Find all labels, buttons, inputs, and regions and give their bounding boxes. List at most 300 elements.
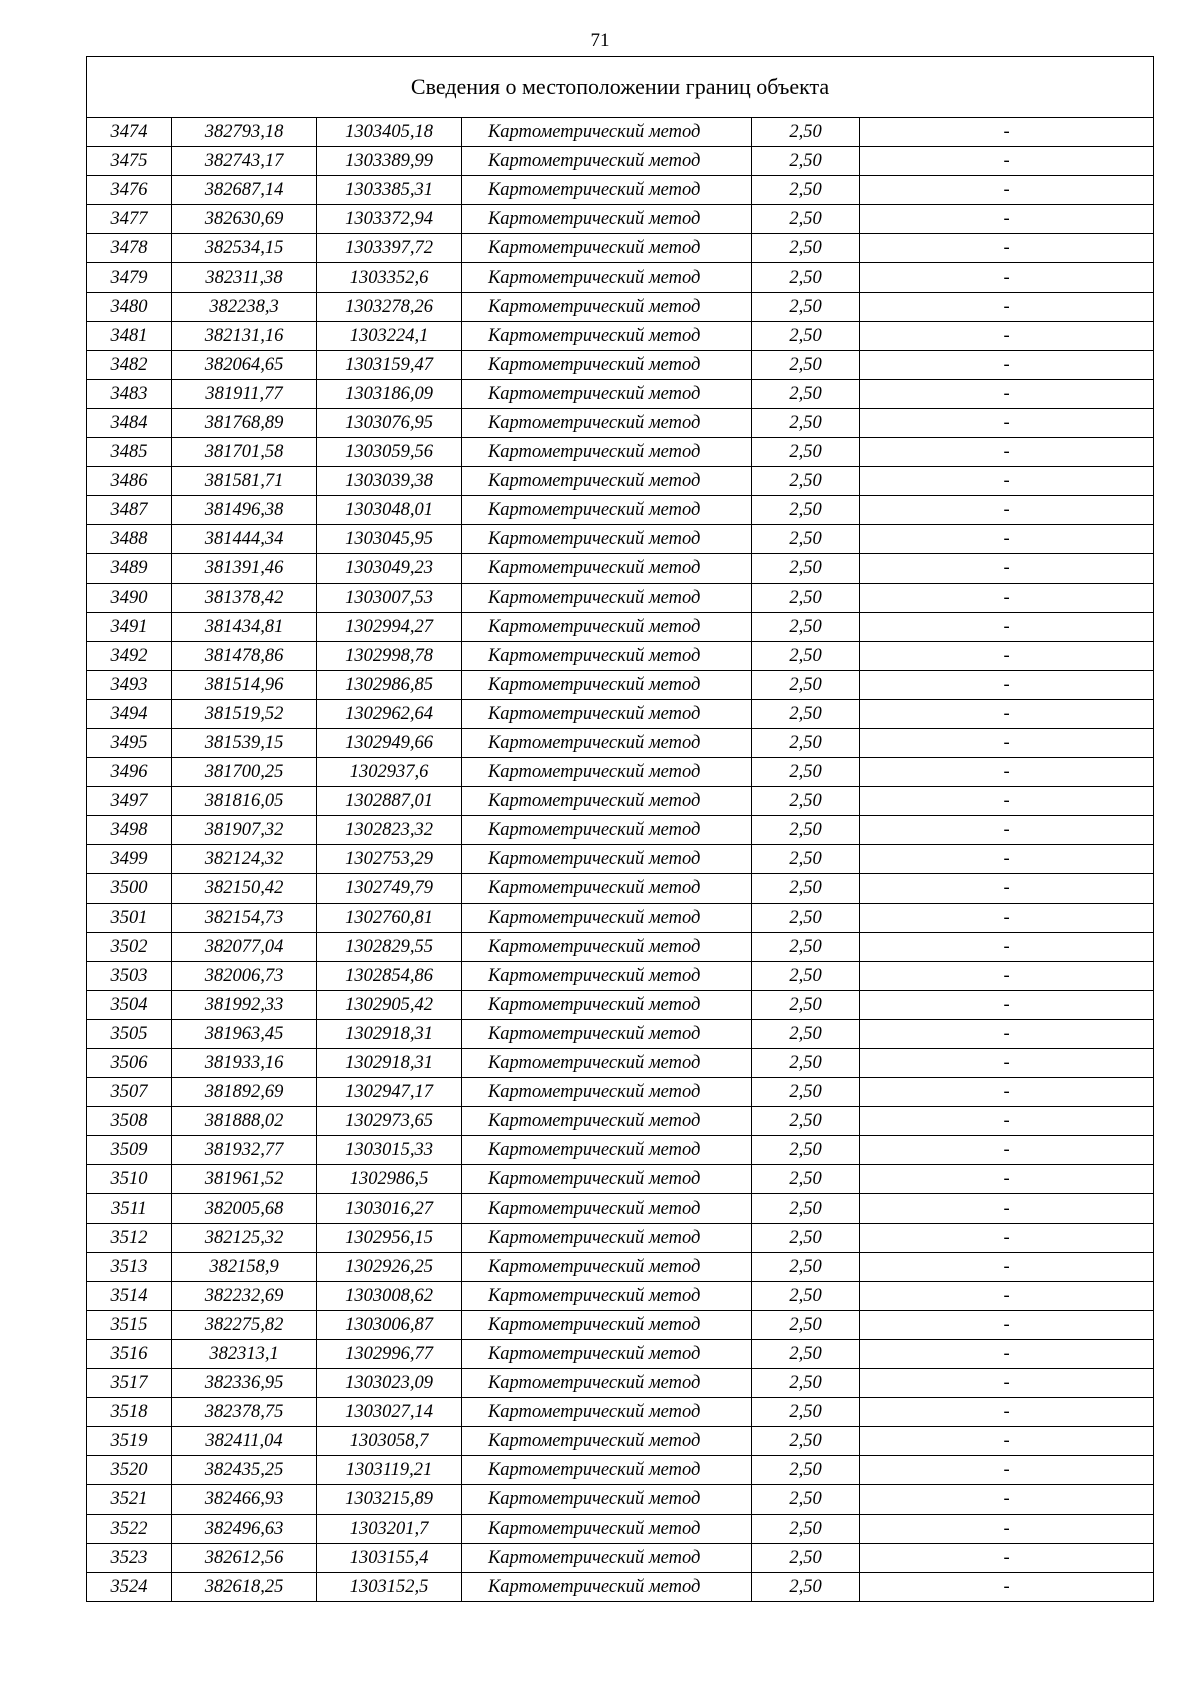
y-coordinate-cell: 1302986,85 (317, 670, 462, 699)
accuracy-cell: 2,50 (752, 147, 860, 176)
y-coordinate-cell: 1302949,66 (317, 728, 462, 757)
table-row (87, 903, 1154, 932)
point-number-cell: 3475 (87, 147, 172, 176)
description-cell: - (860, 1136, 1154, 1165)
method-cell: Картометрический метод (462, 670, 752, 699)
point-number-cell: 3486 (87, 467, 172, 496)
table-row (87, 1543, 1154, 1572)
point-number-cell: 3479 (87, 263, 172, 292)
description-cell: - (860, 903, 1154, 932)
table-row (87, 1078, 1154, 1107)
method-cell: Картометрический метод (462, 1543, 752, 1572)
description-cell: - (860, 699, 1154, 728)
description-cell: - (860, 612, 1154, 641)
description-cell: - (860, 118, 1154, 147)
table-row (87, 670, 1154, 699)
method-cell: Картометрический метод (462, 1310, 752, 1339)
method-cell: Картометрический метод (462, 147, 752, 176)
method-cell: Картометрический метод (462, 467, 752, 496)
point-number-cell: 3478 (87, 234, 172, 263)
point-number-cell: 3476 (87, 176, 172, 205)
description-cell: - (860, 379, 1154, 408)
description-cell: - (860, 438, 1154, 467)
point-number-cell: 3503 (87, 961, 172, 990)
y-coordinate-cell: 1302760,81 (317, 903, 462, 932)
point-number-cell: 3518 (87, 1398, 172, 1427)
accuracy-cell: 2,50 (752, 1223, 860, 1252)
y-coordinate-cell: 1302986,5 (317, 1165, 462, 1194)
y-coordinate-cell: 1303058,7 (317, 1427, 462, 1456)
table-row (87, 845, 1154, 874)
accuracy-cell: 2,50 (752, 1165, 860, 1194)
method-cell: Картометрический метод (462, 903, 752, 932)
accuracy-cell: 2,50 (752, 292, 860, 321)
table-row (87, 1369, 1154, 1398)
accuracy-cell: 2,50 (752, 1369, 860, 1398)
description-cell: - (860, 1194, 1154, 1223)
description-cell: - (860, 583, 1154, 612)
table-body (87, 57, 1154, 1602)
accuracy-cell: 2,50 (752, 932, 860, 961)
point-number-cell: 3493 (87, 670, 172, 699)
table-row (87, 1281, 1154, 1310)
method-cell: Картометрический метод (462, 641, 752, 670)
table-row (87, 408, 1154, 437)
method-cell: Картометрический метод (462, 1369, 752, 1398)
y-coordinate-cell: 1302962,64 (317, 699, 462, 728)
x-coordinate-cell: 382378,75 (172, 1398, 317, 1427)
description-cell: - (860, 1107, 1154, 1136)
description-cell: - (860, 263, 1154, 292)
y-coordinate-cell: 1303007,53 (317, 583, 462, 612)
accuracy-cell: 2,50 (752, 1456, 860, 1485)
method-cell: Картометрический метод (462, 787, 752, 816)
accuracy-cell: 2,50 (752, 583, 860, 612)
x-coordinate-cell: 381768,89 (172, 408, 317, 437)
method-cell: Картометрический метод (462, 205, 752, 234)
accuracy-cell: 2,50 (752, 321, 860, 350)
point-number-cell: 3483 (87, 379, 172, 408)
table-row (87, 1194, 1154, 1223)
y-coordinate-cell: 1303048,01 (317, 496, 462, 525)
y-coordinate-cell: 1302753,29 (317, 845, 462, 874)
y-coordinate-cell: 1303155,4 (317, 1543, 462, 1572)
description-cell: - (860, 1281, 1154, 1310)
point-number-cell: 3508 (87, 1107, 172, 1136)
table-row (87, 1398, 1154, 1427)
point-number-cell: 3515 (87, 1310, 172, 1339)
point-number-cell: 3494 (87, 699, 172, 728)
accuracy-cell: 2,50 (752, 554, 860, 583)
accuracy-cell: 2,50 (752, 961, 860, 990)
table-row (87, 1049, 1154, 1078)
point-number-cell: 3498 (87, 816, 172, 845)
table-row (87, 874, 1154, 903)
accuracy-cell: 2,50 (752, 758, 860, 787)
x-coordinate-cell: 382124,32 (172, 845, 317, 874)
accuracy-cell: 2,50 (752, 670, 860, 699)
table-row (87, 641, 1154, 670)
x-coordinate-cell: 381907,32 (172, 816, 317, 845)
description-cell: - (860, 205, 1154, 234)
description-cell: - (860, 845, 1154, 874)
method-cell: Картометрический метод (462, 961, 752, 990)
description-cell: - (860, 787, 1154, 816)
y-coordinate-cell: 1303049,23 (317, 554, 462, 583)
description-cell: - (860, 641, 1154, 670)
description-cell: - (860, 874, 1154, 903)
method-cell: Картометрический метод (462, 1514, 752, 1543)
point-number-cell: 3499 (87, 845, 172, 874)
point-number-cell: 3519 (87, 1427, 172, 1456)
y-coordinate-cell: 1303385,31 (317, 176, 462, 205)
x-coordinate-cell: 382411,04 (172, 1427, 317, 1456)
accuracy-cell: 2,50 (752, 496, 860, 525)
table-row (87, 292, 1154, 321)
description-cell: - (860, 234, 1154, 263)
y-coordinate-cell: 1303389,99 (317, 147, 462, 176)
method-cell: Картометрический метод (462, 379, 752, 408)
y-coordinate-cell: 1302956,15 (317, 1223, 462, 1252)
x-coordinate-cell: 381444,34 (172, 525, 317, 554)
y-coordinate-cell: 1303224,1 (317, 321, 462, 350)
description-cell: - (860, 321, 1154, 350)
x-coordinate-cell: 381933,16 (172, 1049, 317, 1078)
y-coordinate-cell: 1303015,33 (317, 1136, 462, 1165)
table-row (87, 1019, 1154, 1048)
x-coordinate-cell: 381963,45 (172, 1019, 317, 1048)
accuracy-cell: 2,50 (752, 1398, 860, 1427)
y-coordinate-cell: 1303159,47 (317, 350, 462, 379)
y-coordinate-cell: 1302823,32 (317, 816, 462, 845)
point-number-cell: 3490 (87, 583, 172, 612)
x-coordinate-cell: 382534,15 (172, 234, 317, 263)
x-coordinate-cell: 381992,33 (172, 990, 317, 1019)
method-cell: Картометрический метод (462, 1049, 752, 1078)
method-cell: Картометрический метод (462, 1456, 752, 1485)
method-cell: Картометрический метод (462, 1281, 752, 1310)
x-coordinate-cell: 382618,25 (172, 1572, 317, 1601)
point-number-cell: 3497 (87, 787, 172, 816)
x-coordinate-cell: 381892,69 (172, 1078, 317, 1107)
table-row (87, 1223, 1154, 1252)
accuracy-cell: 2,50 (752, 641, 860, 670)
description-cell: - (860, 1019, 1154, 1048)
description-cell: - (860, 758, 1154, 787)
description-cell: - (860, 1427, 1154, 1456)
x-coordinate-cell: 382077,04 (172, 932, 317, 961)
accuracy-cell: 2,50 (752, 699, 860, 728)
x-coordinate-cell: 381961,52 (172, 1165, 317, 1194)
x-coordinate-cell: 382131,16 (172, 321, 317, 350)
y-coordinate-cell: 1302905,42 (317, 990, 462, 1019)
x-coordinate-cell: 382064,65 (172, 350, 317, 379)
description-cell: - (860, 728, 1154, 757)
point-number-cell: 3521 (87, 1485, 172, 1514)
method-cell: Картометрический метод (462, 438, 752, 467)
accuracy-cell: 2,50 (752, 1049, 860, 1078)
accuracy-cell: 2,50 (752, 990, 860, 1019)
description-cell: - (860, 1252, 1154, 1281)
point-number-cell: 3480 (87, 292, 172, 321)
method-cell: Картометрический метод (462, 1165, 752, 1194)
method-cell: Картометрический метод (462, 525, 752, 554)
table-row (87, 1252, 1154, 1281)
accuracy-cell: 2,50 (752, 1281, 860, 1310)
y-coordinate-cell: 1302994,27 (317, 612, 462, 641)
point-number-cell: 3500 (87, 874, 172, 903)
x-coordinate-cell: 382630,69 (172, 205, 317, 234)
description-cell: - (860, 1049, 1154, 1078)
method-cell: Картометрический метод (462, 408, 752, 437)
method-cell: Картометрический метод (462, 263, 752, 292)
y-coordinate-cell: 1303201,7 (317, 1514, 462, 1543)
description-cell: - (860, 670, 1154, 699)
table-row (87, 1165, 1154, 1194)
description-cell: - (860, 408, 1154, 437)
point-number-cell: 3481 (87, 321, 172, 350)
method-cell: Картометрический метод (462, 990, 752, 1019)
x-coordinate-cell: 382743,17 (172, 147, 317, 176)
table-row (87, 1107, 1154, 1136)
accuracy-cell: 2,50 (752, 1252, 860, 1281)
x-coordinate-cell: 382125,32 (172, 1223, 317, 1252)
point-number-cell: 3523 (87, 1543, 172, 1572)
y-coordinate-cell: 1303006,87 (317, 1310, 462, 1339)
accuracy-cell: 2,50 (752, 1543, 860, 1572)
accuracy-cell: 2,50 (752, 379, 860, 408)
method-cell: Картометрический метод (462, 816, 752, 845)
y-coordinate-cell: 1303119,21 (317, 1456, 462, 1485)
point-number-cell: 3482 (87, 350, 172, 379)
y-coordinate-cell: 1303039,38 (317, 467, 462, 496)
y-coordinate-cell: 1302918,31 (317, 1019, 462, 1048)
y-coordinate-cell: 1302918,31 (317, 1049, 462, 1078)
x-coordinate-cell: 381581,71 (172, 467, 317, 496)
accuracy-cell: 2,50 (752, 1427, 860, 1456)
point-number-cell: 3502 (87, 932, 172, 961)
description-cell: - (860, 467, 1154, 496)
point-number-cell: 3491 (87, 612, 172, 641)
description-cell: - (860, 1543, 1154, 1572)
y-coordinate-cell: 1303186,09 (317, 379, 462, 408)
table-row (87, 728, 1154, 757)
point-number-cell: 3485 (87, 438, 172, 467)
y-coordinate-cell: 1303076,95 (317, 408, 462, 437)
table-row (87, 816, 1154, 845)
y-coordinate-cell: 1302996,77 (317, 1339, 462, 1368)
table-row (87, 350, 1154, 379)
x-coordinate-cell: 381434,81 (172, 612, 317, 641)
table-row (87, 699, 1154, 728)
point-number-cell: 3517 (87, 1369, 172, 1398)
description-cell: - (860, 525, 1154, 554)
accuracy-cell: 2,50 (752, 408, 860, 437)
y-coordinate-cell: 1302973,65 (317, 1107, 462, 1136)
y-coordinate-cell: 1302829,55 (317, 932, 462, 961)
point-number-cell: 3505 (87, 1019, 172, 1048)
y-coordinate-cell: 1303016,27 (317, 1194, 462, 1223)
accuracy-cell: 2,50 (752, 1310, 860, 1339)
method-cell: Картометрический метод (462, 1223, 752, 1252)
y-coordinate-cell: 1303045,95 (317, 525, 462, 554)
table-row (87, 467, 1154, 496)
table-row (87, 147, 1154, 176)
accuracy-cell: 2,50 (752, 728, 860, 757)
description-cell: - (860, 147, 1154, 176)
accuracy-cell: 2,50 (752, 874, 860, 903)
accuracy-cell: 2,50 (752, 816, 860, 845)
y-coordinate-cell: 1303372,94 (317, 205, 462, 234)
page-number: 71 (590, 30, 610, 51)
table-row (87, 758, 1154, 787)
point-number-cell: 3484 (87, 408, 172, 437)
x-coordinate-cell: 381378,42 (172, 583, 317, 612)
point-number-cell: 3487 (87, 496, 172, 525)
table-row (87, 990, 1154, 1019)
point-number-cell: 3512 (87, 1223, 172, 1252)
accuracy-cell: 2,50 (752, 787, 860, 816)
accuracy-cell: 2,50 (752, 467, 860, 496)
y-coordinate-cell: 1303059,56 (317, 438, 462, 467)
table-row (87, 263, 1154, 292)
accuracy-cell: 2,50 (752, 1514, 860, 1543)
x-coordinate-cell: 382311,38 (172, 263, 317, 292)
x-coordinate-cell: 381700,25 (172, 758, 317, 787)
description-cell: - (860, 496, 1154, 525)
point-number-cell: 3501 (87, 903, 172, 932)
x-coordinate-cell: 381932,77 (172, 1136, 317, 1165)
y-coordinate-cell: 1303405,18 (317, 118, 462, 147)
table-row (87, 961, 1154, 990)
y-coordinate-cell: 1302947,17 (317, 1078, 462, 1107)
table-title-row (87, 57, 1154, 118)
point-number-cell: 3513 (87, 1252, 172, 1281)
point-number-cell: 3522 (87, 1514, 172, 1543)
point-number-cell: 3516 (87, 1339, 172, 1368)
method-cell: Картометрический метод (462, 1107, 752, 1136)
table-row (87, 554, 1154, 583)
table-row (87, 438, 1154, 467)
method-cell: Картометрический метод (462, 1339, 752, 1368)
x-coordinate-cell: 382313,1 (172, 1339, 317, 1368)
table-row (87, 1572, 1154, 1601)
x-coordinate-cell: 381911,77 (172, 379, 317, 408)
table-row (87, 234, 1154, 263)
description-cell: - (860, 1339, 1154, 1368)
accuracy-cell: 2,50 (752, 1572, 860, 1601)
y-coordinate-cell: 1303278,26 (317, 292, 462, 321)
point-number-cell: 3489 (87, 554, 172, 583)
x-coordinate-cell: 382005,68 (172, 1194, 317, 1223)
description-cell: - (860, 1165, 1154, 1194)
x-coordinate-cell: 381478,86 (172, 641, 317, 670)
y-coordinate-cell: 1303152,5 (317, 1572, 462, 1601)
x-coordinate-cell: 382793,18 (172, 118, 317, 147)
accuracy-cell: 2,50 (752, 263, 860, 292)
x-coordinate-cell: 381888,02 (172, 1107, 317, 1136)
accuracy-cell: 2,50 (752, 845, 860, 874)
method-cell: Картометрический метод (462, 1252, 752, 1281)
accuracy-cell: 2,50 (752, 118, 860, 147)
y-coordinate-cell: 1302854,86 (317, 961, 462, 990)
method-cell: Картометрический метод (462, 1427, 752, 1456)
description-cell: - (860, 1310, 1154, 1339)
accuracy-cell: 2,50 (752, 1194, 860, 1223)
point-number-cell: 3507 (87, 1078, 172, 1107)
method-cell: Картометрический метод (462, 1078, 752, 1107)
x-coordinate-cell: 381539,15 (172, 728, 317, 757)
accuracy-cell: 2,50 (752, 525, 860, 554)
x-coordinate-cell: 381701,58 (172, 438, 317, 467)
table-row (87, 583, 1154, 612)
point-number-cell: 3495 (87, 728, 172, 757)
accuracy-cell: 2,50 (752, 350, 860, 379)
table-row (87, 176, 1154, 205)
method-cell: Картометрический метод (462, 292, 752, 321)
point-number-cell: 3506 (87, 1049, 172, 1078)
table-row (87, 496, 1154, 525)
method-cell: Картометрический метод (462, 583, 752, 612)
method-cell: Картометрический метод (462, 350, 752, 379)
point-number-cell: 3488 (87, 525, 172, 554)
method-cell: Картометрический метод (462, 758, 752, 787)
method-cell: Картометрический метод (462, 554, 752, 583)
accuracy-cell: 2,50 (752, 1107, 860, 1136)
x-coordinate-cell: 382238,3 (172, 292, 317, 321)
point-number-cell: 3504 (87, 990, 172, 1019)
method-cell: Картометрический метод (462, 845, 752, 874)
point-number-cell: 3509 (87, 1136, 172, 1165)
method-cell: Картометрический метод (462, 1485, 752, 1514)
y-coordinate-cell: 1303023,09 (317, 1369, 462, 1398)
table-row (87, 1339, 1154, 1368)
x-coordinate-cell: 382466,93 (172, 1485, 317, 1514)
x-coordinate-cell: 382336,95 (172, 1369, 317, 1398)
description-cell: - (860, 1456, 1154, 1485)
table-row (87, 1485, 1154, 1514)
point-number-cell: 3524 (87, 1572, 172, 1601)
method-cell: Картометрический метод (462, 1194, 752, 1223)
description-cell: - (860, 961, 1154, 990)
method-cell: Картометрический метод (462, 118, 752, 147)
table-title: Сведения о местоположении границ объекта (87, 57, 1154, 118)
accuracy-cell: 2,50 (752, 176, 860, 205)
point-number-cell: 3514 (87, 1281, 172, 1310)
point-number-cell: 3520 (87, 1456, 172, 1485)
description-cell: - (860, 932, 1154, 961)
method-cell: Картометрический метод (462, 728, 752, 757)
x-coordinate-cell: 382154,73 (172, 903, 317, 932)
table-row (87, 787, 1154, 816)
point-number-cell: 3510 (87, 1165, 172, 1194)
description-cell: - (860, 292, 1154, 321)
description-cell: - (860, 816, 1154, 845)
x-coordinate-cell: 382150,42 (172, 874, 317, 903)
table-row (87, 205, 1154, 234)
x-coordinate-cell: 382232,69 (172, 1281, 317, 1310)
method-cell: Картометрический метод (462, 176, 752, 205)
table-row (87, 612, 1154, 641)
method-cell: Картометрический метод (462, 496, 752, 525)
method-cell: Картометрический метод (462, 612, 752, 641)
x-coordinate-cell: 382687,14 (172, 176, 317, 205)
y-coordinate-cell: 1303215,89 (317, 1485, 462, 1514)
description-cell: - (860, 1223, 1154, 1252)
description-cell: - (860, 1514, 1154, 1543)
table-row (87, 1514, 1154, 1543)
y-coordinate-cell: 1302887,01 (317, 787, 462, 816)
